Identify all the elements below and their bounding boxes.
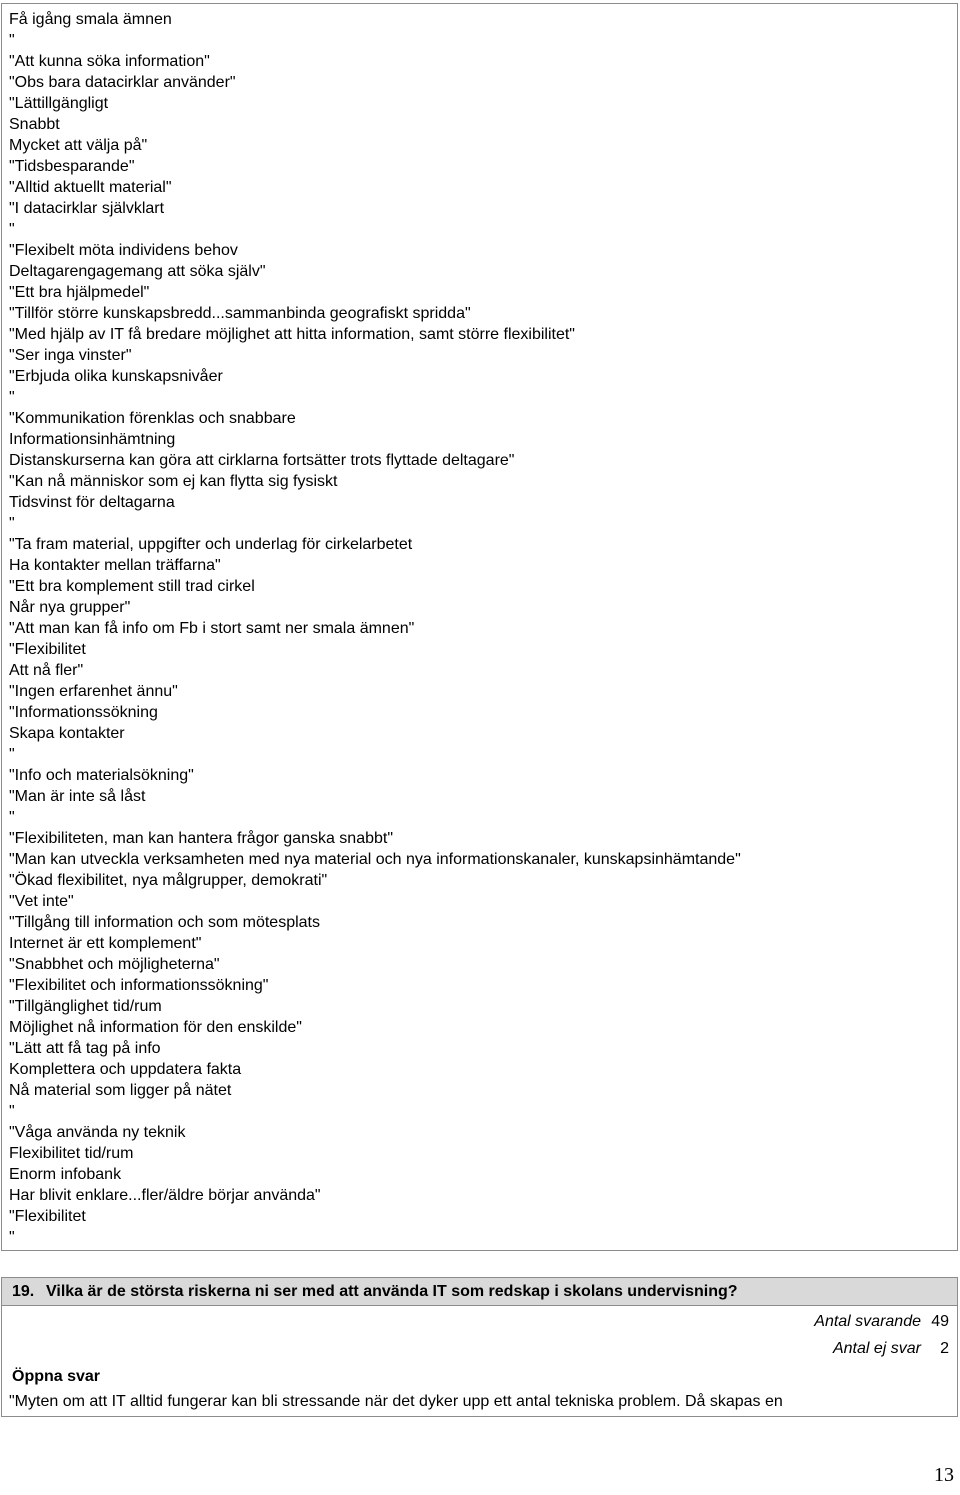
answer-line: "Våga använda ny teknik [9,1124,186,1141]
answer-line: "Info och materialsökning" [9,767,194,784]
answer-line: "Informationssökning [9,704,158,721]
answer-line: Ha kontakter mellan träffarna" [9,557,221,574]
answer-line: "Flexibiliteten, man kan hantera frågor ganska snabbt" [9,830,394,847]
answer-line: "Ta fram material, uppgifter och underlag för cirkelarbetet [9,536,413,553]
answers-box [1,3,958,1251]
answer-line: Komplettera och uppdatera fakta [9,1061,242,1078]
answer-line: " [9,515,15,532]
answer-line: " [9,809,15,826]
answer-line: Enorm infobank [9,1166,122,1183]
answer-line: "Flexibilitet och informationssökning" [9,977,269,994]
answer-line: " [9,1229,15,1246]
answer-line: "Ett bra komplement still trad cirkel [9,578,255,595]
answer-line: " [9,1103,15,1120]
answer-line: Mycket att välja på" [9,137,148,154]
answers-list [9,9,741,1248]
respondents-row [814,1313,949,1331]
answer-line: "I datacirklar självklart [9,200,165,217]
answer-line: "Kommunikation förenklas och snabbare [9,410,296,427]
answer-line: Möjlighet nå information för den enskilde" [9,1019,302,1036]
answer-line: "Tillför större kunskapsbredd...sammanbinda geografiskt spridda" [9,305,471,322]
respondents-label: Antal svarande [814,1313,921,1330]
answer-line: Internet är ett komplement" [9,935,202,952]
answer-line: Att nå fler" [9,662,84,679]
answer-line: "Tillgänglighet tid/rum [9,998,162,1015]
open-answers-label: Öppna svar [12,1368,101,1385]
answer-line: Distanskurserna kan göra att cirklarna fortsätter trots flyttade deltagare" [9,452,515,469]
answer-line: " [9,389,15,406]
answer-line: "Erbjuda olika kunskapsnivåer [9,368,223,385]
answer-line: "Ingen erfarenhet ännu" [9,683,178,700]
answer-line: "Med hjälp av IT få bredare möjlighet att hitta information, samt större flexibilitet" [9,326,575,343]
no-answer-row [833,1340,949,1358]
page-number: 13 [934,1464,954,1486]
answer-line: "Flexibilitet [9,1208,86,1225]
answer-line: "Lätt att få tag på info [9,1040,161,1057]
answer-line: "Tillgång till information och som mötesplats [9,914,320,931]
question-number: 19. [12,1283,35,1300]
answer-line: "Vet inte" [9,893,74,910]
answer-line: Når nya grupper" [9,599,131,616]
answer-line: " [9,32,15,49]
question-text: Vilka är de största riskerna ni ser med att använda IT som redskap i skolans undervisning? [46,1283,738,1300]
answer-line: "Snabbhet och möjligheterna" [9,956,220,973]
no-answer-value: 2 [940,1340,949,1357]
answer-line: "Att kunna söka information" [9,53,210,70]
answer-line: " [9,746,15,763]
answer-line: "Kan nå människor som ej kan flytta sig fysiskt [9,473,338,490]
answer-line: Snabbt [9,116,60,133]
answer-line: " [9,221,15,238]
answer-line: "Alltid aktuellt material" [9,179,172,196]
answer-line: "Ett bra hjälpmedel" [9,284,150,301]
answer-line: Skapa kontakter [9,725,125,742]
answer-line: Har blivit enklare...fler/äldre börjar använda" [9,1187,321,1204]
answer-line: "Man kan utveckla verksamheten med nya material och nya informationskanaler, kunskapsinhämtande" [9,851,741,868]
answer-line: Flexibilitet tid/rum [9,1145,134,1162]
answer-line: "Flexibelt möta individens behov [9,242,238,259]
answer-line: "Obs bara datacirklar använder" [9,74,236,91]
answer-line: "Flexibilitet [9,641,86,658]
no-answer-label: Antal ej svar [832,1340,921,1357]
answer-line: "Ser inga vinster" [9,347,132,364]
answer-line: "Tidsbesparande" [9,158,135,175]
answer-line: Nå material som ligger på nätet [9,1082,232,1099]
question-header [2,1278,957,1306]
answer-line: Deltagarengagemang att söka själv" [9,263,266,280]
respondents-value: 49 [931,1313,949,1330]
answer-line: "Lättillgängligt [9,95,109,112]
answer-line: Tidsvinst för deltagarna [9,494,175,511]
answer-line: "Ökad flexibilitet, nya målgrupper, demokrati" [9,872,328,889]
question-box [1,1277,958,1417]
answer-line: Informationsinhämtning [9,431,176,448]
answer-line: "Man är inte så låst [9,788,146,805]
answer-line: Få igång smala ämnen [9,11,172,28]
answer-line: "Att man kan få info om Fb i stort samt ner smala ämnen" [9,620,415,637]
open-answer-text: "Myten om att IT alltid fungerar kan bli stressande när det dyker upp ett antal tekniska problem. Då skapas en [9,1393,783,1410]
